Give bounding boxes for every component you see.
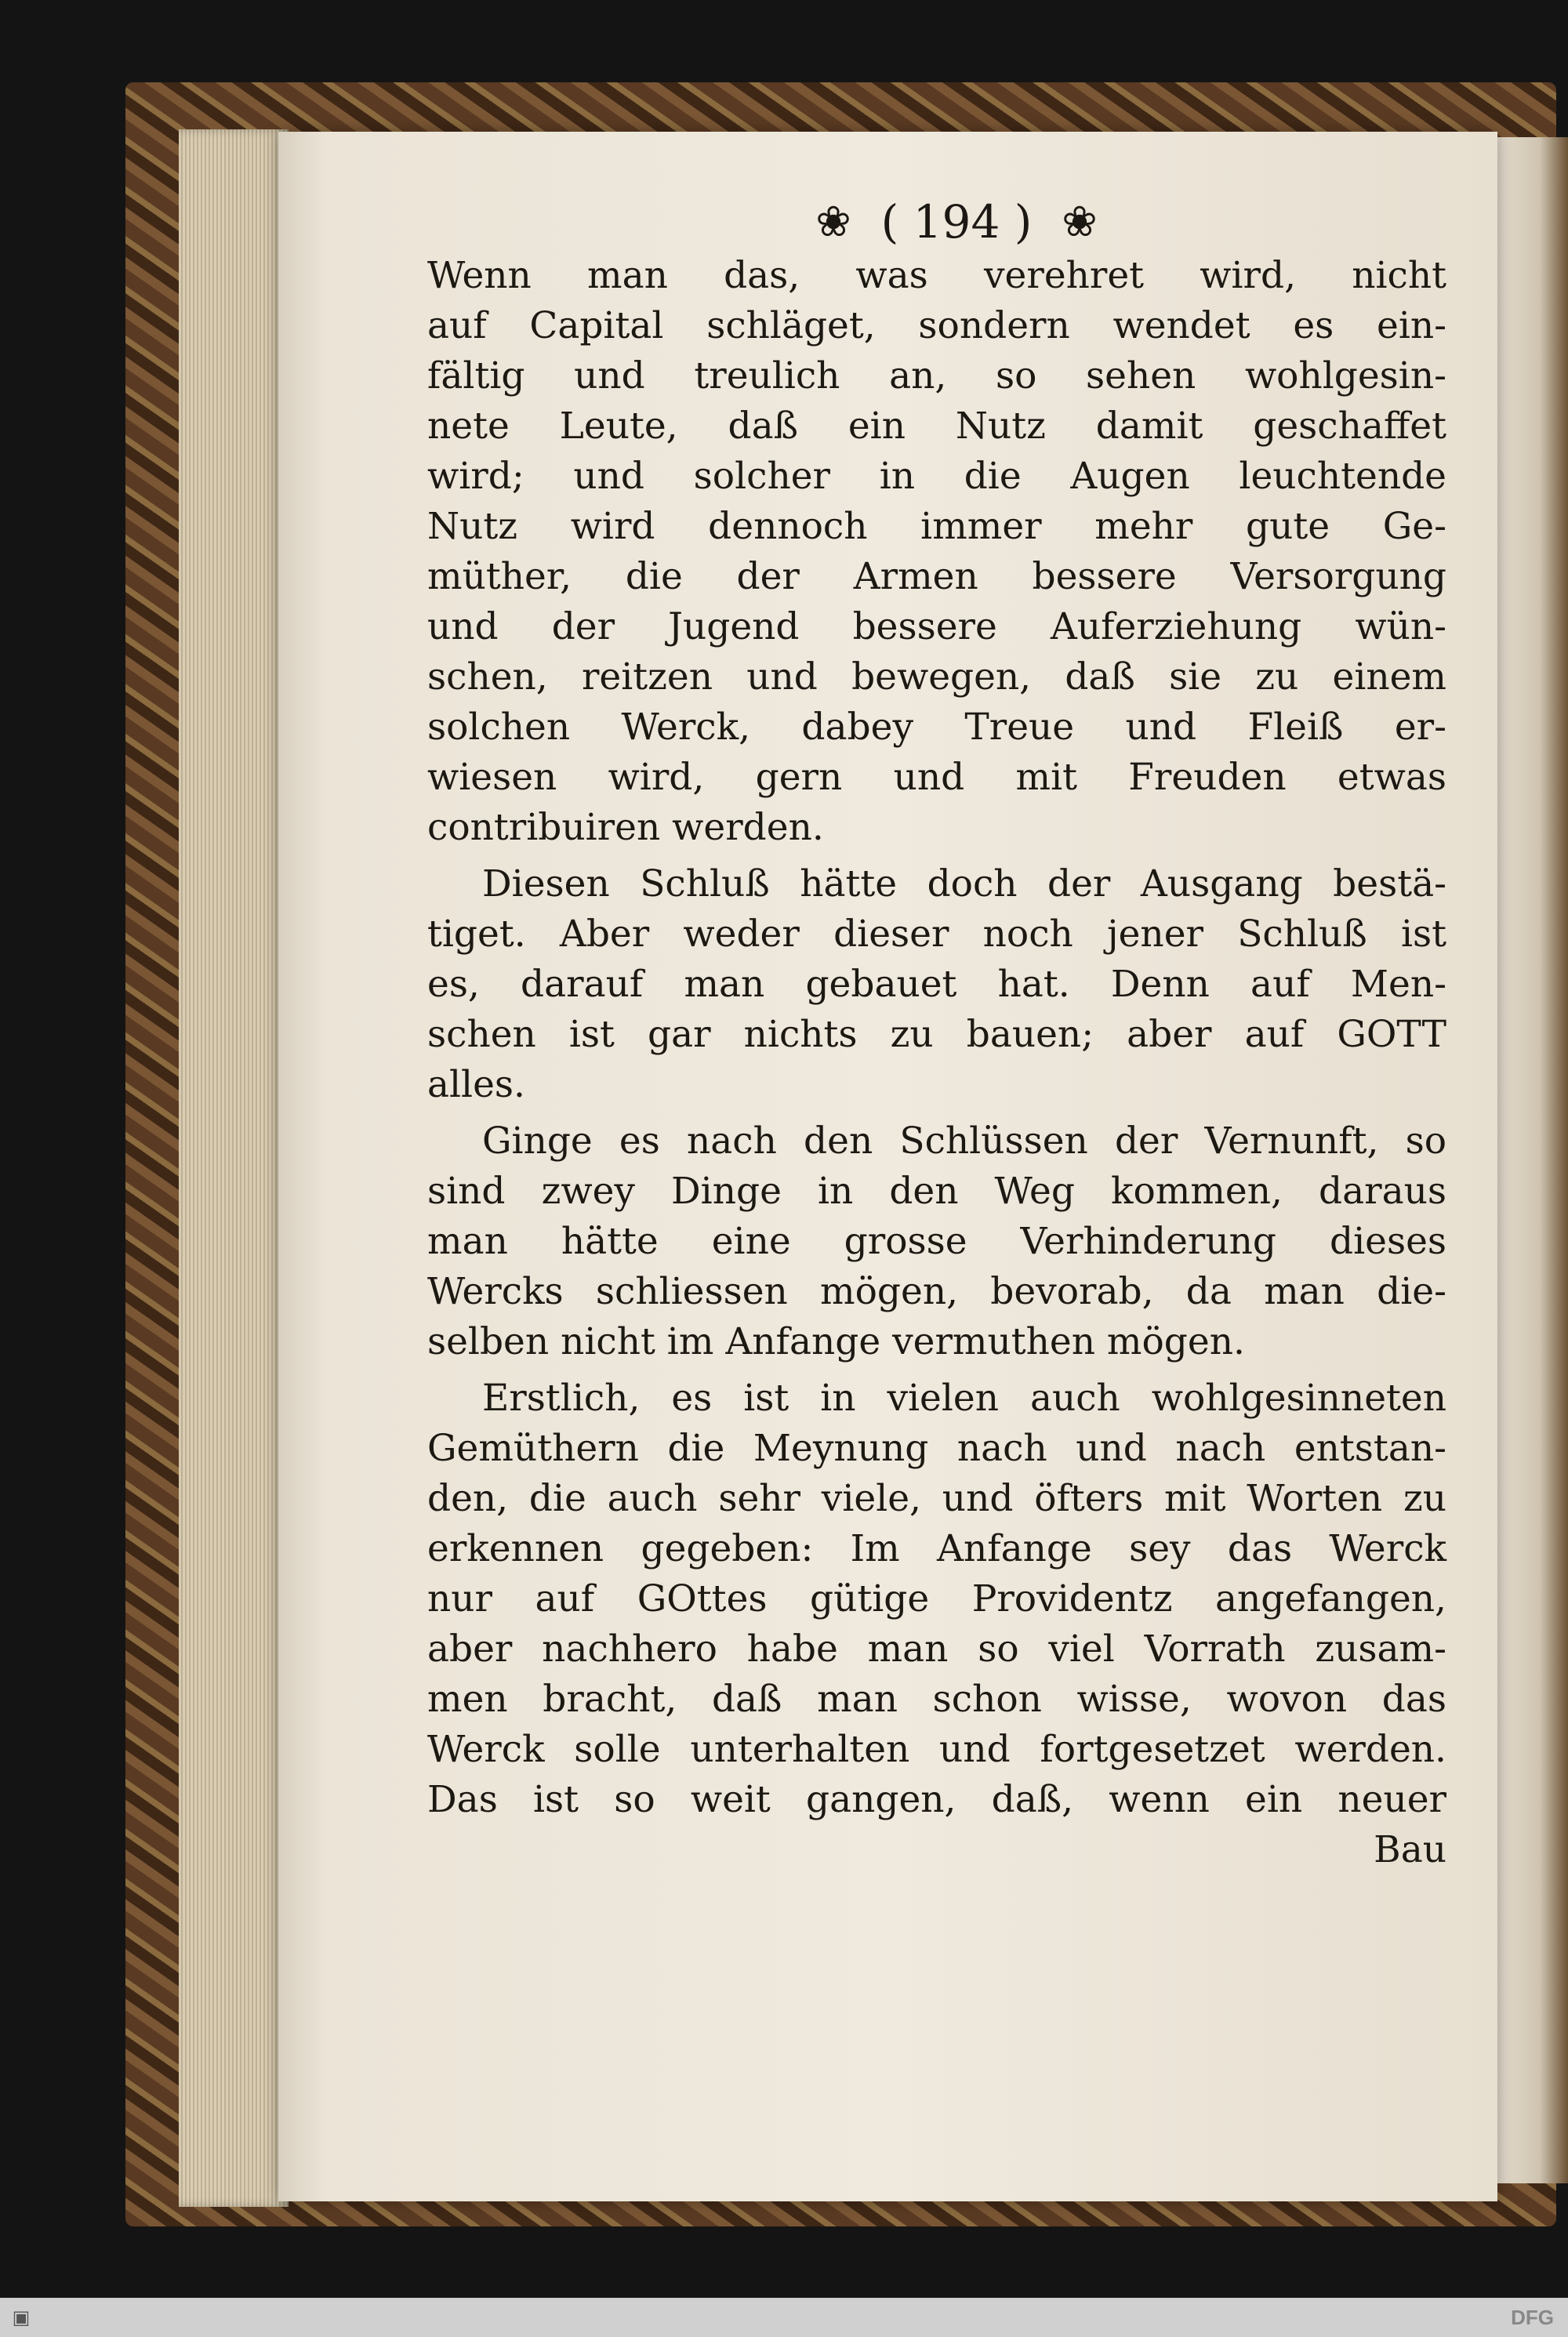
text-line: contribuiren werden. (427, 806, 824, 849)
text-line: Diesen Schluß hätte doch der Ausgang bestä- (482, 862, 1446, 905)
text-line: den, die auch sehr viele, und öfters mit Worten zu (427, 1477, 1446, 1520)
text-line: Erstlich, es ist in vielen auch wohlgesinneten (482, 1377, 1446, 1420)
text-line: Das ist so weit gangen, daß, wenn ein neuer (427, 1778, 1446, 1821)
text-line: nete Leute, daß ein Nutz damit geschaffet (427, 405, 1446, 448)
text-line: Wercks schliessen mögen, bevorab, da man die- (427, 1270, 1446, 1313)
text-line: Wenn man das, was verehret wird, nicht (427, 254, 1446, 297)
text-line: alles. (427, 1063, 525, 1106)
text-line: es, darauf man gebauet hat. Denn auf Men- (427, 963, 1446, 1006)
text-line: wird; und solcher in die Augen leuchtende (427, 455, 1446, 498)
text-line: selben nicht im Anfange vermuthen mögen. (427, 1320, 1245, 1363)
catchword: Bau (1374, 1828, 1446, 1871)
text-line: Ginge es nach den Schlüssen der Vernunft, so (482, 1120, 1446, 1163)
text-line: nur auf GOttes gütige Providentz angefangen, (427, 1577, 1446, 1620)
page-header (753, 194, 1160, 249)
page-text (427, 251, 1446, 1875)
dfg-label: DFG (1511, 2306, 1554, 2329)
text-line: fältig und treulich an, so sehen wohlgesin- (427, 354, 1446, 397)
text-line: erkennen gegeben: Im Anfange sey das Werck (427, 1527, 1446, 1570)
text-line: Nutz wird dennoch immer mehr gute Ge- (427, 505, 1446, 548)
viewer-footer (0, 2298, 1568, 2337)
text-line: men bracht, daß man schon wisse, wovon das (427, 1678, 1446, 1721)
text-line: tiget. Aber weder dieser noch jener Schluß ist (427, 913, 1446, 956)
text-line: wiesen wird, gern und mit Freuden etwas (427, 756, 1446, 799)
text-line: solchen Werck, dabey Treue und Fleiß er- (427, 706, 1446, 749)
text-line: müther, die der Armen bessere Versorgung (427, 555, 1446, 598)
text-line: und der Jugend bessere Auferziehung wün- (427, 605, 1446, 648)
text-line: Gemüthern die Meynung nach und nach entstan- (427, 1427, 1446, 1470)
text-line: man hätte eine grosse Verhinderung dieses (427, 1220, 1446, 1263)
text-line: schen, reitzen und bewegen, daß sie zu einem (427, 655, 1446, 699)
text-line: sind zwey Dinge in den Weg kommen, daraus (427, 1170, 1446, 1213)
page-edges (179, 129, 289, 2207)
binding-edge (1497, 137, 1568, 2183)
ornament-right-icon: ❀ (1062, 197, 1098, 246)
text-line: aber nachhero habe man so viel Vorrath zusam- (427, 1628, 1446, 1671)
ornament-left-icon: ❀ (815, 197, 851, 246)
page-number: ( 194 ) (880, 195, 1033, 249)
library-logo-icon: ▣ (12, 2306, 31, 2328)
text-line: auf Capital schläget, sondern wendet es ein- (427, 304, 1446, 347)
text-line: schen ist gar nichts zu bauen; aber auf GOTT (427, 1013, 1446, 1056)
text-line: Werck solle unterhalten und fortgesetzet werden. (427, 1728, 1446, 1771)
